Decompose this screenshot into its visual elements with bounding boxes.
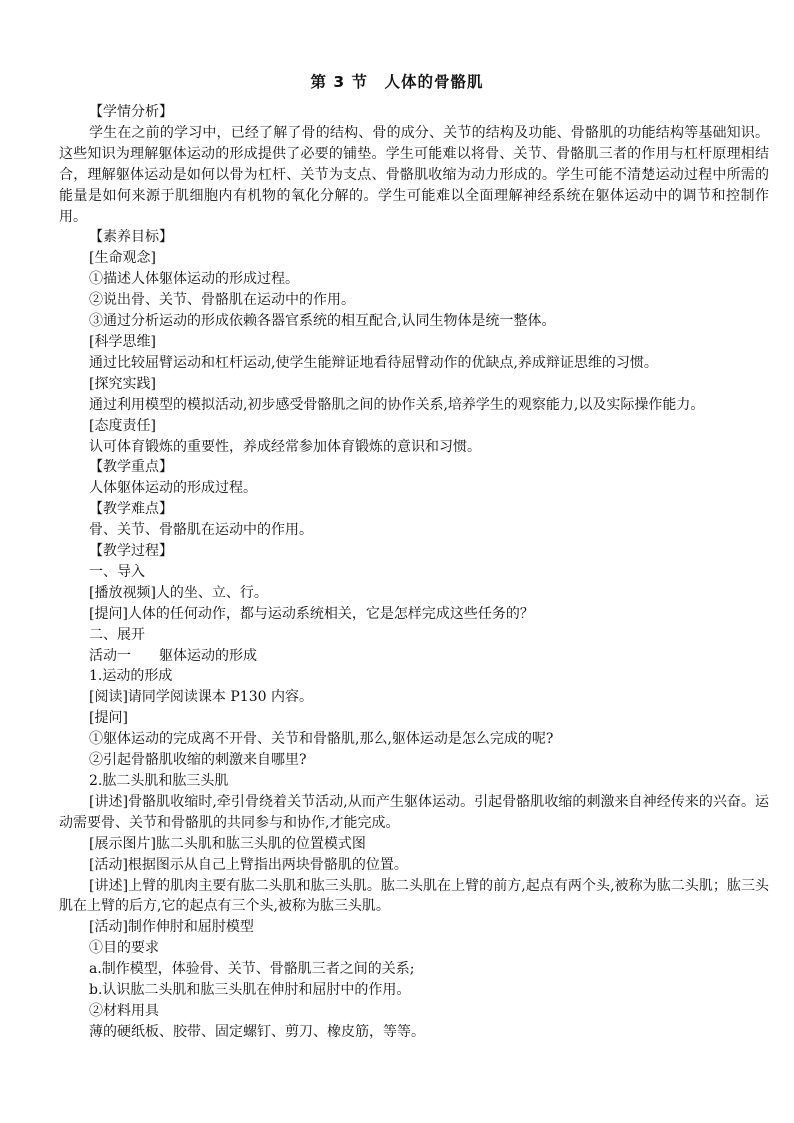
text-line: 1.运动的形成: [89, 668, 173, 685]
text-line: [生命观念]: [89, 250, 156, 267]
text-line: 认可体育锻炼的重要性，养成经常参加体育锻炼的意识和习惯。: [89, 438, 481, 455]
text-line: ②说出骨、关节、骨骼肌在运动中的作用。: [89, 292, 355, 309]
text-line: [科学思维]: [89, 333, 156, 350]
text-line: ①目的要求: [89, 940, 159, 957]
text-line: b.认识肱二头肌和肱三头肌在伸肘和屈肘中的作用。: [89, 982, 411, 999]
text-line: 活动一 躯体运动的形成: [89, 647, 257, 664]
text-line: ①躯体运动的完成离不开骨、关节和骨骼肌,那么,躯体运动是怎么完成的呢?: [89, 731, 554, 748]
text-line: a.制作模型，体验骨、关节、骨骼肌三者之间的关系;: [89, 961, 415, 978]
text-line: 【素养目标】: [89, 229, 173, 246]
text-line: [探究实践]: [89, 375, 156, 392]
page-title: 第 3 节 人体的骨骼肌: [310, 73, 484, 91]
text-line: 学生在之前的学习中，已经了解了骨的结构、骨的成分、关节的结构及功能、骨骼肌的功能结构等基础知识。这些知识为理解躯体运动的形成提供了必要的铺垫。学生可能难以将骨、关节、骨骼肌三者的作用与杠杆原理相结合，理解躯体运动是如何以骨为杠杆、关节为支点、骨骼肌收缩为动力形成的。学生可能不清楚运动过程中所需的能量是如何来源于肌细胞内有机物的氧化分解的。学生可能难以全面理解神经系统在躯体运动中的调节和控制作用。: [59, 124, 769, 225]
text-line: ①描述人体躯体运动的形成过程。: [89, 271, 299, 288]
text-line: ②材料用具: [89, 1002, 159, 1019]
text-line: [讲述]上臂的肌肉主要有肱二头肌和肱三头肌。肱二头肌在上臂的前方,起点有两个头,被称为肱二头肌；肱三头肌在上臂的后方,它的起点有三个头,被称为肱三头肌。: [59, 877, 769, 915]
text-line: 薄的硬纸板、胶带、固定螺钉、剪刀、橡皮筋，等等。: [89, 1023, 425, 1040]
text-line: [提问]人体的任何动作，都与运动系统相关，它是怎样完成这些任务的？: [89, 605, 534, 622]
text-line: 【教学难点】: [89, 501, 173, 518]
text-line: 人体躯体运动的形成过程。: [89, 480, 257, 497]
text-line: 2.肱二头肌和肱三头肌: [89, 773, 229, 789]
text-line: ③通过分析运动的形成依赖各器官系统的相互配合,认同生物体是统一整体。: [89, 313, 556, 330]
text-line: 通过利用模型的模拟活动,初步感受骨骼肌之间的协作关系,培养学生的观察能力,以及实际操作能力。: [89, 396, 705, 413]
text-line: [展示图片]肱二头肌和肱三头肌的位置模式图: [89, 835, 366, 852]
document-body: [59, 102, 769, 1043]
text-line: 【教学重点】: [89, 459, 173, 476]
text-line: [活动]制作伸肘和屈肘模型: [89, 919, 254, 936]
text-line: 【学情分析】: [89, 104, 173, 120]
text-line: [阅读]请同学阅读课本 P130 内容。: [89, 689, 313, 706]
text-line: [讲述]骨骼肌收缩时,牵引骨绕着关节活动,从而产生躯体运动。引起骨骼肌收缩的刺激来自神经传来的兴奋。运动需要骨、关节和骨骼肌的共同参与和协作,才能完成。: [59, 793, 769, 831]
text-line: 【教学过程】: [89, 543, 173, 560]
text-line: 一、导入: [89, 563, 145, 580]
text-line: [提问]: [89, 710, 128, 727]
text-line: [态度责任]: [89, 417, 156, 434]
text-line: ②引起骨骼肌收缩的刺激来自哪里?: [89, 752, 307, 769]
text-line: [活动]根据图示从自己上臂指出两块骨骼肌的位置。: [89, 856, 408, 873]
text-line: 骨、关节、骨骼肌在运动中的作用。: [89, 522, 313, 539]
text-line: 二、展开: [89, 626, 145, 643]
text-line: [播放视频]人的坐、立、行。: [89, 584, 268, 601]
text-line: 通过比较屈臂运动和杠杆运动,使学生能辩证地看待屈臂动作的优缺点,养成辩证思维的习惯。: [89, 354, 658, 371]
